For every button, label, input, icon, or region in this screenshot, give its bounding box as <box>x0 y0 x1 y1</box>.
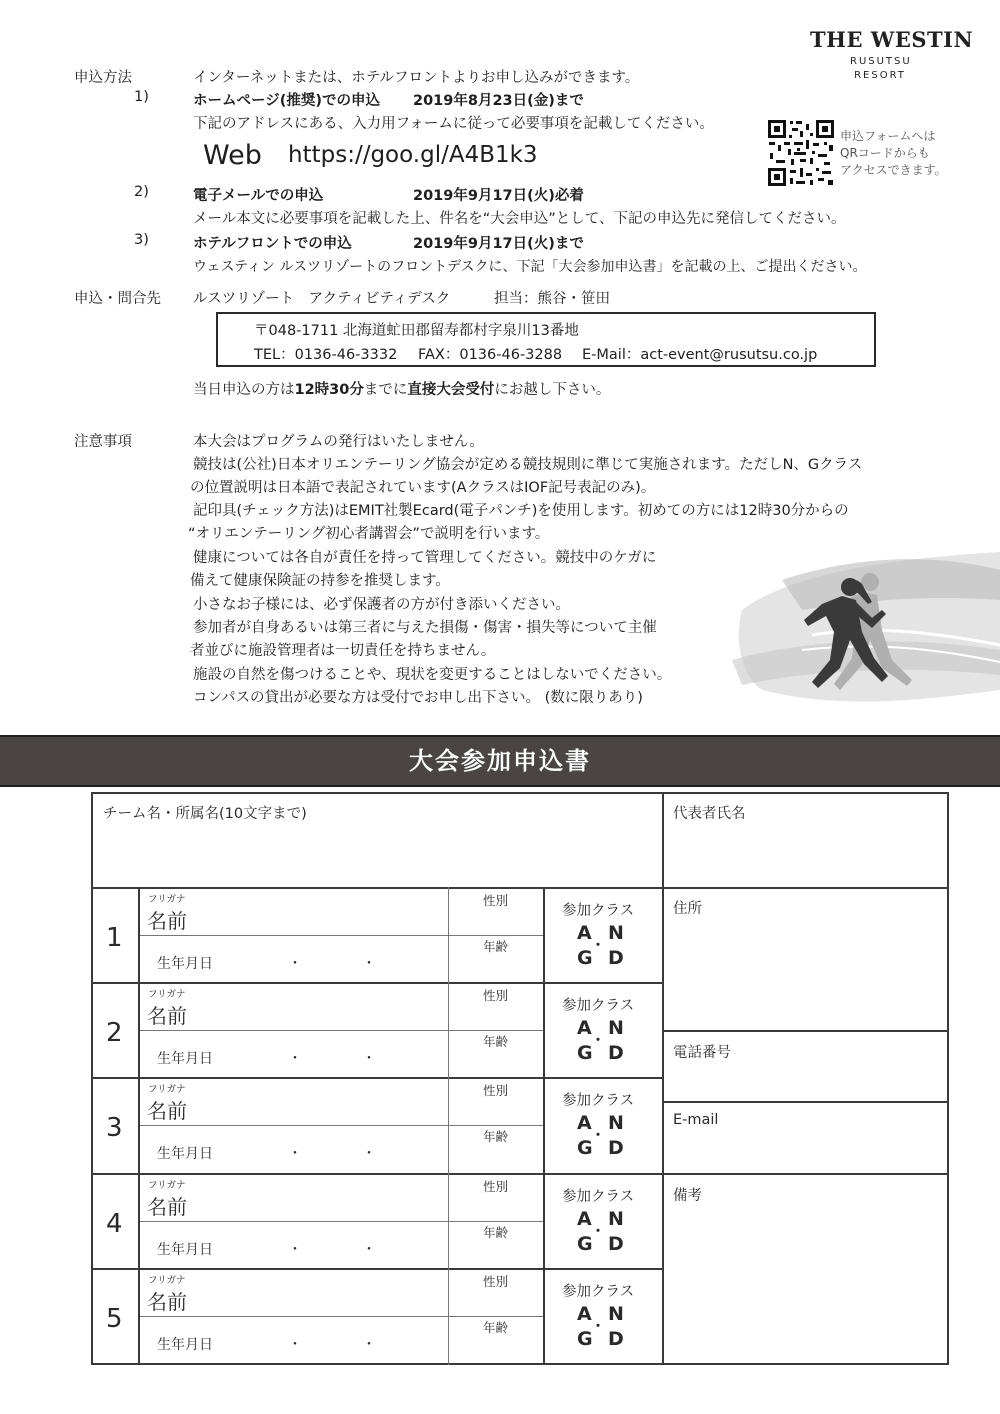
method1-num: 1) <box>134 89 149 105</box>
age-field[interactable]: 年齢 <box>483 939 509 954</box>
note-line-8: 小さなお子様には、必ず保護者の方が付き添いください。 <box>193 597 570 613</box>
age-field[interactable]: 年齢 <box>483 1225 509 1240</box>
qr-note-1: 申込フォームへは <box>840 129 936 143</box>
dob-field[interactable]: 生年月日 <box>157 956 213 972</box>
name-field[interactable]: 名前 <box>147 1099 187 1123</box>
class-label: 参加クラス <box>562 998 635 1014</box>
method2-desc: メール本文に必要事項を記載した上、件名を“大会申込”として、下記の申込先に発信してください。 <box>193 211 846 227</box>
method2-title: 電子メールでの申込 <box>193 188 324 204</box>
class-n-option[interactable]: N <box>608 1208 624 1230</box>
email-field[interactable]: E-mail <box>673 1112 719 1128</box>
form-title-banner <box>0 735 1000 787</box>
runner-illustration <box>722 540 1000 740</box>
note-line-5: “オリエンテーリング初心者講習会”で説明を行います。 <box>188 526 550 542</box>
class-a-option[interactable]: A <box>577 1017 592 1039</box>
sameday-e: にお越し下さい。 <box>494 382 611 398</box>
note-line-1: 本大会はプログラムの発行はいたしません。 <box>193 434 484 450</box>
name-field[interactable]: 名前 <box>147 1290 187 1314</box>
dob-field[interactable]: 生年月日 <box>157 1337 213 1353</box>
class-n-option[interactable]: N <box>608 1017 624 1039</box>
contact-fax: FAX：0136-46-3288 <box>418 347 563 363</box>
class-d-option[interactable]: D <box>608 947 624 969</box>
class-label: 参加クラス <box>562 1284 635 1300</box>
row-number: 2 <box>106 1018 123 1048</box>
dob-field[interactable]: 生年月日 <box>157 1146 213 1162</box>
furigana-label: フリガナ <box>148 1275 186 1286</box>
sameday-c: までに <box>363 382 408 398</box>
apply-intro: インターネットまたは、ホテルフロントよりお申し込みができます。 <box>193 70 640 86</box>
furigana-label: フリガナ <box>148 1180 186 1191</box>
furigana-label: フリガナ <box>148 989 186 1000</box>
method2-deadline: 2019年9月17日(火)必着 <box>413 188 584 204</box>
note-line-6: 健康については各自が責任を持って管理してください。競技中のケガに <box>193 550 657 566</box>
contact-tel: TEL：0136-46-3332 <box>254 347 398 363</box>
class-d-option[interactable]: D <box>608 1233 624 1255</box>
class-g-option[interactable]: G <box>577 1042 593 1064</box>
contact-org: ルスツリゾート アクティビティデスク <box>193 291 451 307</box>
gender-field[interactable]: 性別 <box>483 988 509 1003</box>
brand-logo: THE WESTIN <box>810 27 974 52</box>
gender-field[interactable]: 性別 <box>483 1179 509 1194</box>
row-number: 1 <box>106 923 123 953</box>
class-a-option[interactable]: A <box>577 1208 592 1230</box>
dob-separator: ・ <box>362 1337 376 1353</box>
method3-deadline: 2019年9月17日(火)まで <box>413 236 584 252</box>
note-line-4: 記印具(チェック方法)はEMIT社製Ecard(電子パンチ)を使用します。初めての方には12時30分からの <box>193 503 849 519</box>
dob-separator: ・ <box>362 1051 376 1067</box>
qr-note-3: アクセスできます。 <box>840 163 947 177</box>
dob-separator: ・ <box>288 1051 302 1067</box>
method1-desc: 下記のアドレスにある、入力用フォームに従って必要事項を記載してください。 <box>193 116 714 132</box>
gender-field[interactable]: 性別 <box>483 1274 509 1289</box>
brand-logo-sub2: RESORT <box>854 70 906 81</box>
method3-desc: ウェスティン ルスツリゾートのフロントデスクに、下記「大会参加申込書」を記載の上、ご提出ください。 <box>193 259 867 275</box>
class-label: 参加クラス <box>562 903 635 919</box>
notes-label: 注意事項 <box>74 434 132 450</box>
furigana-label: フリガナ <box>148 1084 186 1095</box>
dob-separator: ・ <box>288 1337 302 1353</box>
class-n-option[interactable]: N <box>608 1303 624 1325</box>
age-field[interactable]: 年齢 <box>483 1320 509 1335</box>
dob-field[interactable]: 生年月日 <box>157 1051 213 1067</box>
note-line-2: 競技は(公社)日本オリエンテーリング協会が定める競技規則に準じて実施されます。ただしN、Gクラス <box>193 457 863 473</box>
method3-title: ホテルフロントでの申込 <box>193 236 352 252</box>
class-d-option[interactable]: D <box>608 1137 624 1159</box>
gender-field[interactable]: 性別 <box>483 1083 509 1098</box>
class-a-option[interactable]: A <box>577 1112 592 1134</box>
class-a-option[interactable]: A <box>577 922 592 944</box>
dob-separator: ・ <box>288 1242 302 1258</box>
class-n-option[interactable]: N <box>608 1112 624 1134</box>
contact-email-link[interactable]: E-Mail：act-event@rusutsu.co.jp <box>582 347 818 363</box>
method1-deadline: 2019年8月23日(金)まで <box>413 93 584 109</box>
name-field[interactable]: 名前 <box>147 909 187 933</box>
class-label: 参加クラス <box>562 1189 635 1205</box>
class-a-option[interactable]: A <box>577 1303 592 1325</box>
age-field[interactable]: 年齢 <box>483 1034 509 1049</box>
class-label: 参加クラス <box>562 1093 635 1109</box>
age-field[interactable]: 年齢 <box>483 1129 509 1144</box>
dob-separator: ・ <box>362 1242 376 1258</box>
name-field[interactable]: 名前 <box>147 1195 187 1219</box>
class-separator: ・ <box>591 1033 605 1049</box>
note-line-12: コンパスの貸出が必要な方は受付でお申し出下さい。 (数に限りあり) <box>193 690 643 706</box>
sameday-a: 当日申込の方は <box>193 382 295 398</box>
class-separator: ・ <box>591 938 605 954</box>
name-field[interactable]: 名前 <box>147 1004 187 1028</box>
class-g-option[interactable]: G <box>577 947 593 969</box>
class-g-option[interactable]: G <box>577 1328 593 1350</box>
contact-person: 担当：熊谷・笹田 <box>494 291 610 307</box>
note-line-7: 備えて健康保険証の持参を推奨します。 <box>190 573 450 589</box>
class-d-option[interactable]: D <box>608 1328 624 1350</box>
sameday-place: 直接大会受付 <box>407 382 495 398</box>
note-line-10: 者並びに施設管理者は一切責任を持ちません。 <box>190 643 496 659</box>
class-d-option[interactable]: D <box>608 1042 624 1064</box>
dob-separator: ・ <box>362 1146 376 1162</box>
class-separator: ・ <box>591 1319 605 1335</box>
team-name-field[interactable]: チーム名・所属名(10文字まで) <box>103 806 307 822</box>
contact-address: 〒048-1711 北海道虻田郡留寿都村字泉川13番地 <box>254 323 579 339</box>
row-number: 4 <box>106 1209 123 1239</box>
dob-separator: ・ <box>288 956 302 972</box>
gender-field[interactable]: 性別 <box>483 893 509 908</box>
address-field[interactable]: 住所 <box>673 901 702 917</box>
class-n-option[interactable]: N <box>608 922 624 944</box>
note-line-9: 参加者が自身あるいは第三者に与えた損傷・傷害・損失等について主催 <box>193 620 657 636</box>
qr-note-2: QRコードからも <box>840 146 930 160</box>
qr-code-icon[interactable] <box>766 118 836 188</box>
row-number: 3 <box>106 1113 123 1143</box>
class-g-option[interactable]: G <box>577 1233 593 1255</box>
method3-num: 3) <box>134 232 149 248</box>
class-separator: ・ <box>591 1128 605 1144</box>
representative-field[interactable]: 代表者氏名 <box>673 806 746 822</box>
dob-field[interactable]: 生年月日 <box>157 1242 213 1258</box>
contact-label: 申込・問合先 <box>74 291 161 307</box>
method2-num: 2) <box>134 184 149 200</box>
sameday-time: 12時30分 <box>294 382 364 398</box>
dob-separator: ・ <box>288 1146 302 1162</box>
row-number: 5 <box>106 1304 123 1334</box>
remarks-field[interactable]: 備考 <box>673 1188 702 1204</box>
web-url-link[interactable]: https://goo.gl/A4B1k3 <box>288 142 538 168</box>
brand-logo-sub1: RUSUTSU <box>850 56 912 67</box>
note-line-11: 施設の自然を傷つけることや、現状を変更することはしないでください。 <box>193 667 672 683</box>
phone-field[interactable]: 電話番号 <box>673 1045 731 1061</box>
method1-title: ホームページ(推奨)での申込 <box>193 93 380 109</box>
note-line-3: の位置説明は日本語で表記されています(AクラスはIOF記号表記のみ)。 <box>190 480 656 496</box>
dob-separator: ・ <box>362 956 376 972</box>
form-title: 大会参加申込書 <box>409 747 591 775</box>
apply-label: 申込方法 <box>74 70 132 86</box>
web-label: Web <box>203 140 262 171</box>
furigana-label: フリガナ <box>148 894 186 905</box>
sameday-note <box>193 378 610 399</box>
class-g-option[interactable]: G <box>577 1137 593 1159</box>
class-separator: ・ <box>591 1224 605 1240</box>
